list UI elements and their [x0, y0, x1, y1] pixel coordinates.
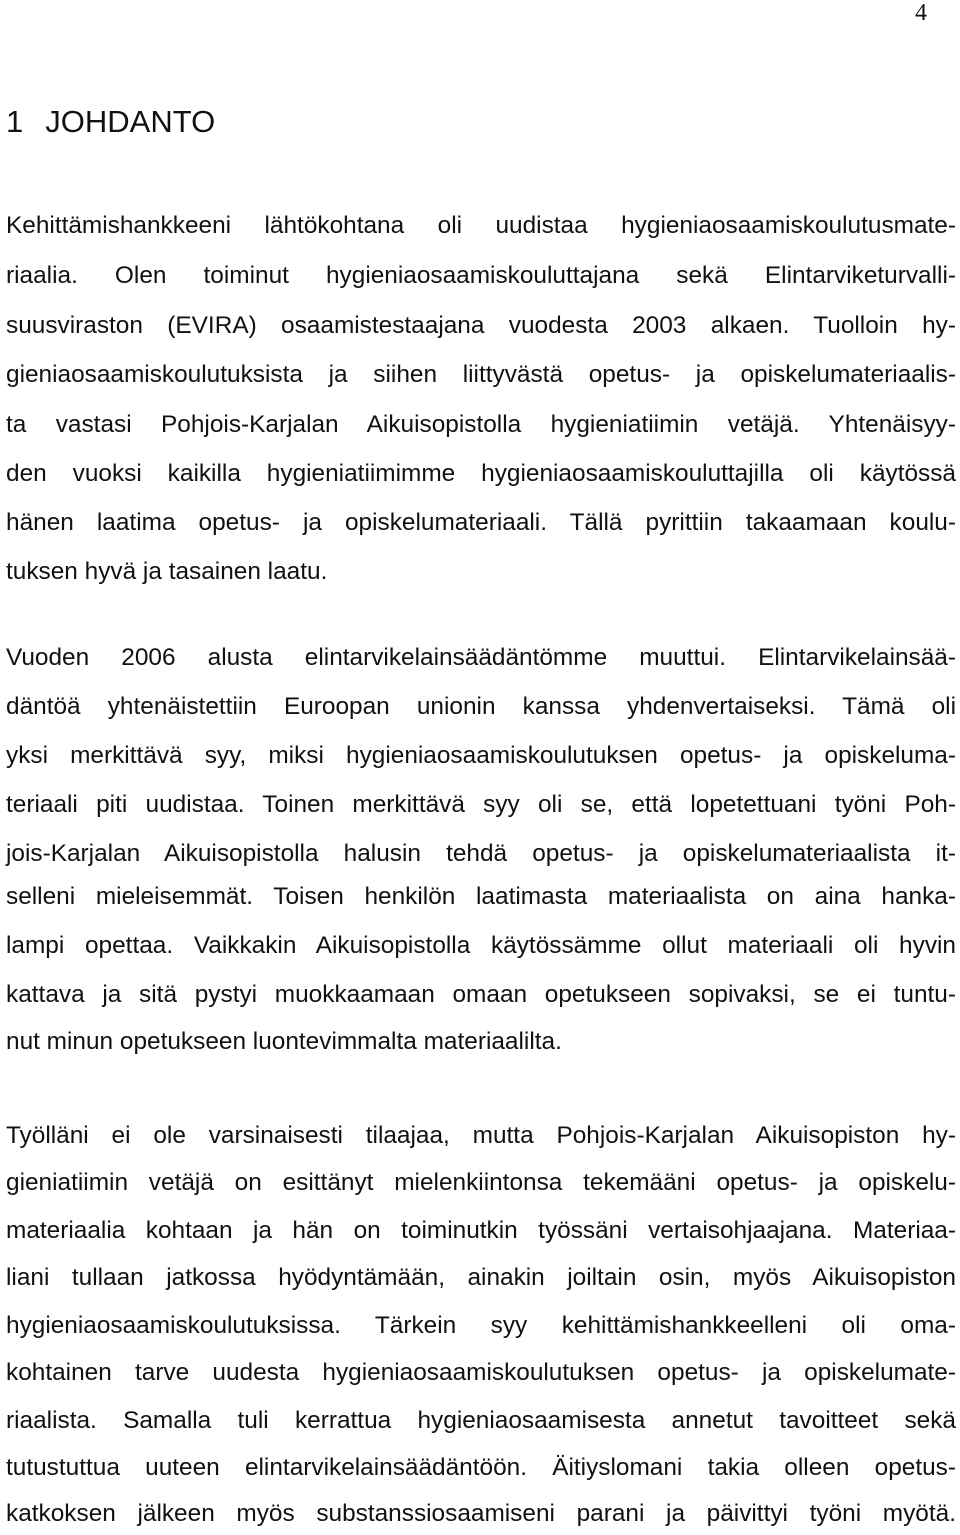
text-line: hygieniaosaamiskoulutuksissa. Tärkein syy kehittämishankkeelleni oli oma-	[6, 1312, 956, 1339]
text-line: gieniaosaamiskoulutuksista ja siihen liittyvästä opetus- ja opiskelumateriaalis-	[6, 361, 956, 388]
page-number: 4	[915, 0, 927, 26]
text-line: Kehittämishankkeeni lähtökohtana oli uudistaa hygieniaosaamiskoulutusmate-	[6, 212, 956, 239]
text-line: nut minun opetukseen luontevimmalta materiaalilta.	[6, 1028, 562, 1055]
text-line: ta vastasi Pohjois-Karjalan Aikuisopistolla hygieniatiimin vetäjä. Yhtenäisyy-	[6, 411, 956, 438]
text-line: tuksen hyvä ja tasainen laatu.	[6, 558, 328, 585]
text-line: Vuoden 2006 alusta elintarvikelainsäädäntömme muuttui. Elintarvikelainsää-	[6, 644, 956, 671]
text-line: materiaalia kohtaan ja hän on toiminutkin työssäni vertaisohjaajana. Materiaa-	[6, 1217, 956, 1244]
text-line: kattava ja sitä pystyi muokkaamaan omaan opetukseen sopivaksi, se ei tuntu-	[6, 981, 956, 1008]
text-line: riaalia. Olen toiminut hygieniaosaamiskouluttajana sekä Elintarviketurvalli-	[6, 262, 956, 289]
text-line: hänen laatima opetus- ja opiskelumateriaali. Tällä pyrittiin takaamaan koulu-	[6, 509, 956, 536]
text-line: den vuoksi kaikilla hygieniatiimimme hygieniaosaamiskouluttajilla oli käytössä	[6, 460, 956, 487]
text-line: katkoksen jälkeen myös substanssiosaamiseni parani ja päivittyi työni myötä.	[6, 1500, 956, 1527]
text-line: tutustuttua uuteen elintarvikelainsäädäntöön. Äitiyslomani takia olleen opetus-	[6, 1454, 956, 1481]
chapter-title: JOHDANTO	[45, 104, 216, 139]
text-line: jois-Karjalan Aikuisopistolla halusin tehdä opetus- ja opiskelumateriaalista it-	[6, 840, 956, 867]
text-line: suusviraston (EVIRA) osaamistestaajana vuodesta 2003 alkaen. Tuolloin hy-	[6, 312, 956, 339]
text-line: lampi opettaa. Vaikkakin Aikuisopistolla käytössämme ollut materiaali oli hyvin	[6, 932, 956, 959]
text-line: teriaali piti uudistaa. Toinen merkittävä syy oli se, että lopetettuani työni Poh-	[6, 791, 956, 818]
text-line: kohtainen tarve uudesta hygieniaosaamiskoulutuksen opetus- ja opiskelumate-	[6, 1359, 956, 1386]
chapter-heading	[6, 104, 215, 140]
text-line: däntöä yhtenäistettiin Euroopan unionin kanssa yhdenvertaiseksi. Tämä oli	[6, 693, 956, 720]
chapter-number: 1	[6, 104, 24, 139]
text-line: selleni mieleisemmät. Toisen henkilön laatimasta materiaalista on aina hanka-	[6, 883, 956, 910]
text-line: gieniatiimin vetäjä on esittänyt mielenkiintonsa tekemääni opetus- ja opiskelu-	[6, 1169, 956, 1196]
text-line: liani tullaan jatkossa hyödyntämään, ainakin joiltain osin, myös Aikuisopiston	[6, 1264, 956, 1291]
text-line: yksi merkittävä syy, miksi hygieniaosaamiskoulutuksen opetus- ja opiskeluma-	[6, 742, 956, 769]
text-line: Työlläni ei ole varsinaisesti tilaajaa, mutta Pohjois-Karjalan Aikuisopiston hy-	[6, 1122, 956, 1149]
text-line: riaalista. Samalla tuli kerrattua hygieniaosaamisesta annetut tavoitteet sekä	[6, 1407, 956, 1434]
